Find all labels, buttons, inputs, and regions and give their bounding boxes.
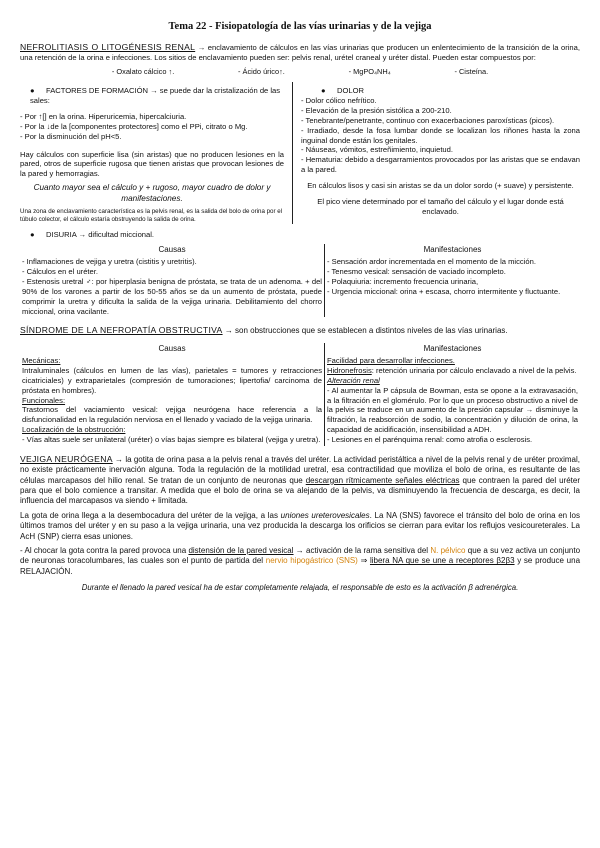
hidronefrosis-line [327,366,578,376]
compound-item: - MgPO₄NH₄ [348,66,391,76]
disuria-table [20,244,580,318]
bullet-icon: ● [30,229,35,239]
compound-item: - Cisteína. [454,66,489,76]
compounds-row [20,63,580,83]
alteracion-label: Alteración renal [327,375,380,385]
disuria-manif: - Polaquiuria: incremento frecuencia urinaria, [327,276,479,286]
vejiga-p2: La gota de orina llega a la desembocadura del uréter de la vejiga, a las uniones ureterovesicales. La NA (SNS) favorece el tránsito del bolo de orina en los últimos tramos del uréter y en su paso a la vejiga urinaria, una vez producida la descarga los orificios se cierran para evitar los reflujos vesicoureterales. La AcH (SNP) cierra esas uniones. [20,510,580,541]
page-title: Tema 22 - Fisiopatología de las vías urinarias y de la vejiga [168,21,432,32]
mecanicas-text: Intraluminales (cálculos en lumen de las vías), parietales = tumores y retracciones cicatriciales) y extraparietales (compresión de tumoraciones; lipertofia/ carcinoma de próstata en hombres). [22,366,322,395]
nefrolitiasis-text: → enclavamiento de cálculos en las vías urinarias que producen un enlentecimiento de la transición de la orina, una retención de la orina e infecciones. Los sitios de enclavamiento pueden ser: pelvis renal, urétel craneal y uréter distal. Pueden estar compuestos por: [20,42,580,62]
nefropatia-causas-cell [20,355,325,446]
vejiga-footer: Durante el llenado la pared vesical ha de estar completamente relajada, el responsable de esto es la activación β adrenérgica. [81,583,519,593]
nefropatia-causas-header: Causas [158,343,186,353]
disuria-manif: - Tenesmo vesical: sensación de vaciado incompleto. [327,267,506,277]
localizacion-text: - Vías altas suele ser unilateral (uréter) o vías bajas siempre es bilateral (vejiga y uretra). [22,435,321,445]
disuria-manif: - Sensación ardor incrementada en el momento de la micción. [327,257,536,267]
factores-item: - Por ↑[] en la orina. Hiperuricemia, hipercalciuria. [20,112,187,122]
vejiga-p1: VEJIGA NEURÓGENA → la gotita de orina pasa a la pelvis renal a través del uréter. La actividad peristáltica a nivel de la pelvis renal y de uréter proximal, no existe prácticamente inervación alguna. Toda la regulación de la motilidad uretral, esa contractilidad que moviliza el bolo de orina, es resultante de las células marcapasos del hilio renal. Se tratan de un conjunto de neuronas que descargan rítmicamente señales eléctricas que contraen la pared del uréter para que el bolo comience a transitar. A medida que el bolo de orina se va alejando de la pelvis, va disminuyendo la frecuencia de descarga, es decir, la influencia del marcapasos va siendo + limitada. [20,453,581,506]
vejiga-p3: - Al chocar la gota contra la pared provoca una distensión de la pared vesical → activación de la rama sensitiva del N. pélvico que a su vez activa un conjunto de neuronas toracolumbares, las cuales son el punto de partida del nervio hipogástrico (SNS) ⇒ libera NA que se une a receptores β2β3 y se produce una RELAJACIÓN. [20,546,581,576]
nefropatia-heading: SÍNDROME DE LA NEFROPATÍA OBSTRUCTIVA [20,325,223,336]
alteracion-text: - Al aumentar la P cápsula de Bowman, esta se opone a la extravasación, a la filtración en el glomérulo. Por lo que un proceso obstructivo a nivel de la pelvis se traduce en un aumento de la presión capsular → disminuye la filtración, la reabsorción de sodio, la concentración y dilución de orina, la capacidad de acidificación, insensibilidad a ADH. [327,385,578,435]
funcionales-text: Trastornos del vaciamiento vesical: vejiga neurógena hace referencia a la disfuncionalidad en la regulación nerviosa en el llenado y vaciado de la vejiga urinaria. [22,405,322,425]
nefropatia-manif-header: Manifestaciones [325,343,581,355]
disuria-causa: - Inflamaciones de vejiga y uretra (cistitis y uretritis). [22,257,197,267]
factores-item: - Por la disminución del pH<5. [20,131,122,141]
dolor-item: - Hematuria: debido a desgarramientos provocados por las aristas que se endavan a la pared. [301,155,580,175]
dolor-item: - Irradiado, desde la fosa lumbar donde se localizan los riñones hasta la zona inguinal donde están los genitales. [301,125,580,145]
localizacion-label: Localización de la obstrucción: [22,425,126,435]
disuria-manif-header: Manifestaciones [325,244,581,256]
disuria-causas-cell [20,256,325,317]
dolor-column [293,82,580,224]
facilidad-label: Facilidad para desarrollar infecciones. [327,356,455,366]
factores-column [20,82,293,224]
mecanicas-label: Mecánicas: [22,356,61,366]
nefropatia-manif-cell [325,355,581,446]
vejiga-heading: VEJIGA NEURÓGENA [20,453,113,464]
bullet-icon: ● [30,86,35,96]
hidronefrosis-label: Hidronefrosis [327,366,372,376]
dolor-note: En cálculos lisos y casi sin aristas se da un dolor sordo (+ suave) y persistente. [307,181,574,191]
bullet-icon: ● [321,86,326,96]
factores-item: - Por la ↓de la [componentes protectores] como el PPi, citrato o Mg. [20,121,248,131]
dolor-item: - Tenebrante/penetrante, continuo con exacerbaciones paroxísticas (picos). [301,115,555,125]
disuria-manif-cell [325,256,581,317]
dolor-heading: ● DOLOR [321,86,365,96]
factores-paragraph: Hay cálculos con superficie lisa (sin aristas) que no producen lesiones en la pared, otros de superficie rugosa que tienen aristas que provocan lesiones de la pared y hemorragias. [20,149,285,179]
dolor-item: - Elevación de la presión sistólica a 200-210. [301,106,452,116]
nefropatia-text: → son obstrucciones que se establecen a distintos niveles de las vías urinarias. [224,326,508,336]
factores-highlight: Cuanto mayor sea el cálculo y + rugoso, mayor cuadro de dolor y manifestaciones. [33,183,271,203]
disuria-causas-header: Causas [158,244,186,254]
factores-dolor-section [20,82,580,224]
nefrolitiasis-heading: NEFROLITIASIS O LITOGÉNESIS RENAL [20,41,196,52]
vejiga-underlined: descargan rítmicamente señales eléctricas [305,475,460,485]
funcionales-label: Funcionales: [22,395,66,405]
nefropatia-intro [20,325,580,336]
compound-item: - Ácido úrico↑. [238,66,285,76]
nefropatia-table [20,343,580,446]
compound-item: - Oxalato cálcico ↑. [111,66,175,76]
dolor-note: El pico viene determinado por el tamaño del cálculo y el lugar donde está enclavado. [317,196,564,216]
nervio-hipogastrico: nervio hipogástrico (SNS) [265,556,358,566]
nefrolitiasis-intro [20,42,580,63]
lesiones-text: - Lesiones en el parénquima renal: como atrofia o esclerosis. [327,435,533,445]
dolor-item: - Náuseas, vómitos, estreñimiento, inquietud. [301,145,453,155]
hidronefrosis-text: : retención urinaria por cálculo enclavado a nivel de la pelvis. [371,366,577,376]
factores-small-note: Una zona de enclavamiento característica es la pelvis renal, es la salida del bolo de orina por el túbulo colector, el cálculo estaría obstruyendo la salida de orina. [20,208,283,224]
disuria-causa: - Cálculos en el uréter. [22,267,98,277]
nervio-pelvico: N. pélvico [430,546,466,556]
page [20,0,580,593]
disuria-causa: - Estenosis uretral ♂: por hiperplasia benigna de próstata, se trata de un adenoma. + del 90% de los varones a partir de los 50-55 años se da un aumento de próstata, puede comprimir la uretra y dificulta la salida de la vejiga urinaria. Debilitamiento del chorro miccional, orina vacilante. [22,276,322,316]
dolor-item: - Dolor cólico nefrítico. [301,96,377,106]
disuria-manif: - Urgencia miccional: orina + escasa, chorro intermitente y fluctuante. [327,286,561,296]
factores-heading: ● FACTORES DE FORMACIÓN → se puede dar la cristalización de las sales: [30,86,281,106]
disuria-heading: ● DISURIA → dificultad miccional. [30,229,155,239]
